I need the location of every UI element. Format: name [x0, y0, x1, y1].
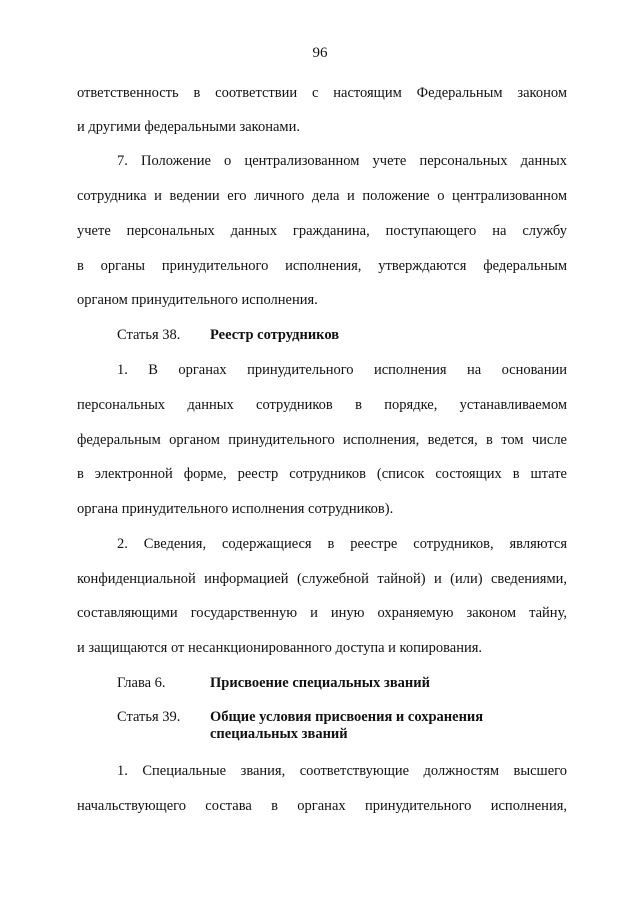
page-number: 96 [312, 45, 328, 61]
article-39-title-line2: специальных званий [210, 726, 348, 742]
text-line: 7. Положение о централизованном учете персональных данных [117, 153, 567, 169]
text-line: ответственность в соответствии с настоящим Федеральным законом [77, 85, 567, 101]
text-line: органа принудительного исполнения сотрудников). [77, 501, 394, 517]
text-line: начальствующего состава в органах принудительного исполнения, [77, 798, 567, 814]
text-line: федеральным органом принудительного исполнения, ведется, в том числе [77, 432, 567, 448]
text-line: 1. В органах принудительного исполнения на основании [117, 362, 567, 378]
text-line: 2. Сведения, содержащиеся в реестре сотрудников, являются [117, 536, 567, 552]
text-line: сотрудника и ведении его личного дела и положение о централизованном [77, 188, 567, 204]
text-line: конфиденциальной информацией (служебной тайной) и (или) сведениями, [77, 571, 567, 587]
text-line: в органы принудительного исполнения, утверждаются федеральным [77, 258, 567, 274]
text-line: и другими федеральными законами. [77, 119, 300, 135]
text-line: в электронной форме, реестр сотрудников (список состоящих в штате [77, 466, 567, 482]
text-line: 1. Специальные звания, соответствующие должностям высшего [117, 763, 567, 779]
chapter-6-title: Присвоение специальных званий [210, 675, 430, 691]
article-38-label: Статья 38. [117, 327, 181, 343]
article-39-title-line1: Общие условия присвоения и сохранения [210, 709, 484, 725]
text-line: и защищаются от несанкционированного доступа и копирования. [77, 640, 483, 656]
text-line: составляющими государственную и иную охраняемую законом тайну, [77, 605, 567, 621]
text-line: органом принудительного исполнения. [77, 292, 318, 308]
text-line: персональных данных сотрудников в порядке, устанавливаемом [77, 397, 567, 413]
chapter-6-label: Глава 6. [117, 675, 166, 691]
text-line: учете персональных данных гражданина, поступающего на службу [77, 223, 567, 239]
article-39-label: Статья 39. [117, 709, 181, 725]
article-38-title: Реестр сотрудников [210, 327, 340, 343]
